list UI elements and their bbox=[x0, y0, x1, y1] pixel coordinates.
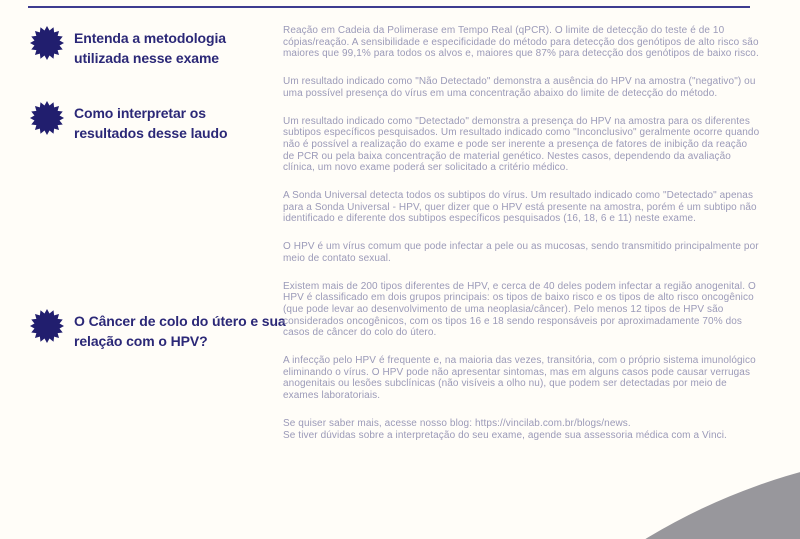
body-paragraph: Um resultado indicado como "Não Detectado" demonstra a ausência do HPV na amostra ("negativo") ou uma possível presença do vírus em uma concentração abaixo do limite de detecção do método. bbox=[283, 76, 756, 99]
blog-link[interactable]: https://vincilab.com.br/blogs/news. bbox=[474, 417, 631, 429]
starburst-icon bbox=[30, 101, 64, 135]
section-heading: Como interpretar os resultados desse laudo bbox=[74, 105, 228, 141]
body-paragraph: A Sonda Universal detecta todos os subtipos do vírus. Um resultado indicado como "Detectado" apenas para a Sonda Universal - HPV, quer dizer que o HPV está presente na amostra, porém é um subtipo não identificado e diferente dos subtipos específicos pesquisados (16, 18, 6 e 11) neste exame. bbox=[283, 190, 757, 225]
body-paragraph: Existem mais de 200 tipos diferentes de HPV, e cerca de 40 deles podem infectar a região anogenital. O HPV é classificado em dois grupos principais: os tipos de baixo risco e os tipos de alto risco oncogênico (que pode levar ao desenvolvimento de uma neoplasia/câncer). Pelo menos 12 tipos de HPV são considerados oncogênicos, com os tipos 16 e 18 sendo responsáveis por aproximadamente 70% dos casos de câncer do colo do útero. bbox=[283, 280, 756, 339]
section-methodology bbox=[30, 26, 274, 68]
body-paragraph: Um resultado indicado como "Detectado" demonstra a presença do HPV na amostra para os diferentes subtipos específicos pesquisados. Um resultado indicado como "Inconclusivo" geralmente ocorre quando não é possível a realização do exame e pode ser inerente a presença de fatores de inibição da reação de PCR ou pela baixa concentração de material genético. Nestes casos, dependendo da avaliação clínica, um novo exame poderá ser solicitado a critério médico. bbox=[283, 115, 760, 174]
decorative-circle bbox=[352, 450, 800, 539]
section-cancer-hpv bbox=[30, 309, 294, 351]
starburst-icon bbox=[30, 26, 64, 60]
body-paragraph: A infecção pelo HPV é frequente e, na maioria das vezes, transitória, com o próprio sistema imunológico eliminando o vírus. O HPV pode não apresentar sintomas, mas em alguns casos pode causar verrugas anogenitais ou lesões subclínicas (não visíveis a olho nu), que podem ser detectadas por meio de exames laboratoriais. bbox=[283, 355, 756, 402]
body-column bbox=[283, 25, 761, 441]
section-heading: O Câncer de colo do útero e sua relação com o HPV? bbox=[74, 313, 286, 349]
body-paragraph: O HPV é um vírus comum que pode infectar a pele ou as mucosas, sendo transmitido principalmente por meio de contato sexual. bbox=[283, 241, 759, 264]
footer-text: Se tiver dúvidas sobre a interpretação do seu exame, agende sua assessoria médica com a Vinci. bbox=[283, 429, 727, 441]
starburst-icon bbox=[30, 309, 64, 343]
footer-paragraph bbox=[283, 418, 761, 441]
footer-text: Se quiser saber mais, acesse nosso blog: bbox=[283, 417, 475, 429]
body-paragraph: Reação em Cadeia da Polimerase em Tempo Real (qPCR). O limite de detecção do teste é de 10 cópias/reação. A sensibilidade e especificidade do método para detecção dos genótipos de alto risco são maiores que 99,1% para todos os alvos e, maiores que 87% para detecção dos genótipos de baixo risco. bbox=[283, 25, 759, 60]
top-divider bbox=[28, 6, 750, 8]
section-interpretation bbox=[30, 101, 274, 143]
section-heading: Entenda a metodologia utilizada nesse exame bbox=[74, 30, 226, 66]
